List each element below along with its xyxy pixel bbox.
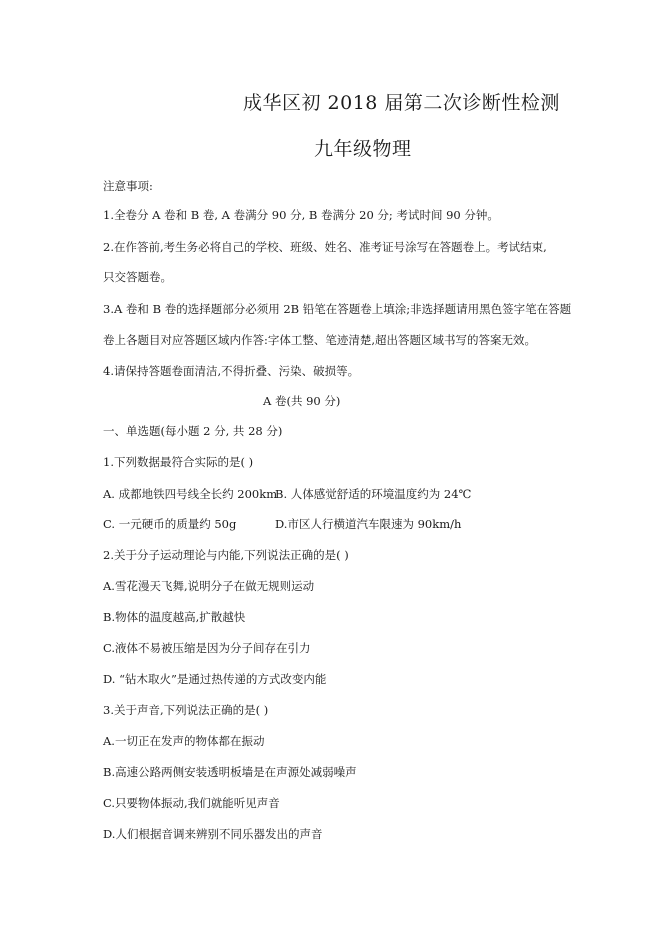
question-option: B. 人体感觉舒适的环境温度约为 24℃ (275, 487, 472, 501)
question-option: C.只要物体振动,我们就能听见声音 (103, 796, 280, 810)
question-option: D.人们根据音调来辨别不同乐器发出的声音 (103, 827, 323, 841)
notice-heading: 注意事项: (103, 179, 153, 193)
exam-title: 成华区初 2018 届第二次诊断性检测 (243, 92, 560, 114)
notice-item: 卷上各题目对应答题区域内作答:字体工整、笔迹清楚,超出答题区域书写的答案无效。 (103, 333, 537, 347)
notice-item: 只交答题卷。 (103, 270, 172, 284)
question-option: D.市区人行横道汽车限速为 90km/h (275, 517, 462, 531)
question-option: B.物体的温度越高,扩散越快 (103, 610, 246, 624)
section-title: A 卷(共 90 分) (263, 394, 341, 408)
question-stem: 1.下列数据最符合实际的是( ) (103, 455, 254, 469)
question-option: D. “钻木取火”是通过热传递的方式改变内能 (103, 672, 327, 686)
question-option: A.一切正在发声的物体都在振动 (103, 734, 265, 748)
notice-item: 3.A 卷和 B 卷的选择题部分必须用 2B 铅笔在答题卷上填涂;非选择题请用黑色签字笔在答题 (103, 302, 572, 316)
notice-item: 1.全卷分 A 卷和 B 卷, A 卷满分 90 分, B 卷满分 20 分; 考试时间 90 分钟。 (103, 208, 499, 222)
part-title: 一、单选题(每小题 2 分, 共 28 分) (103, 424, 283, 438)
question-option: B.高速公路两侧安装透明板墙是在声源处减弱噪声 (103, 765, 357, 779)
question-stem: 3.关于声音,下列说法正确的是( ) (103, 703, 269, 717)
notice-item: 2.在作答前,考生务必将自己的学校、班级、姓名、准考证号涂写在答题卷上。考试结束, (103, 240, 547, 254)
question-stem: 2.关于分子运动理论与内能,下列说法正确的是( ) (103, 548, 349, 562)
question-option: C. 一元硬币的质量约 50g (103, 517, 237, 531)
question-option: A.雪花漫天飞舞,说明分子在做无规则运动 (103, 579, 315, 593)
exam-subtitle: 九年级物理 (314, 138, 412, 160)
question-option: C.液体不易被压缩是因为分子间存在引力 (103, 641, 311, 655)
notice-item: 4.请保持答题卷面清洁,不得折叠、污染、破损等。 (103, 364, 360, 378)
question-option: A. 成都地铁四号线全长约 200km (103, 487, 278, 501)
